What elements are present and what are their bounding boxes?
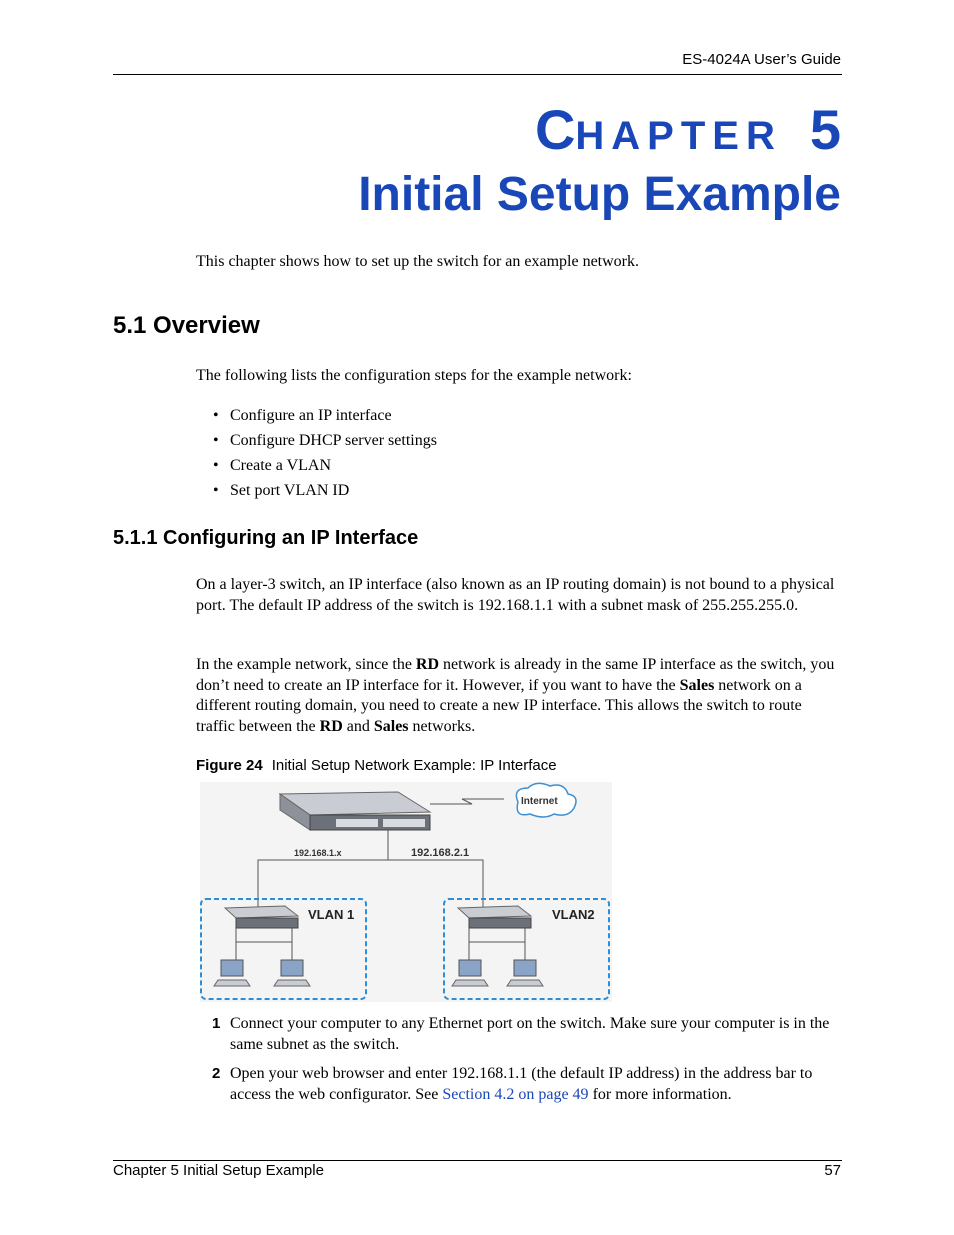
vlan1-label: VLAN 1 <box>308 907 355 922</box>
intro-paragraph: This chapter shows how to set up the switch for an example network. <box>196 253 640 270</box>
step-number: 1 <box>212 1015 221 1032</box>
network-diagram <box>200 782 612 1002</box>
chapter-label-rest: HAPTER <box>575 114 782 158</box>
ip-interface-paragraph-2: In the example network, since the RD network is already in the same IP interface as the switch, you don’t need to create an IP interface for it. However, if you want to have the Sales network on a different routing domain, you need to create a new IP interface. This allows the switch to route traffic between the RD and Sales networks. <box>196 656 835 735</box>
section-link[interactable]: Section 4.2 on page 49 <box>442 1085 589 1103</box>
section-heading-overview: 5.1 Overview <box>113 312 260 339</box>
chapter-number: 5 <box>809 98 841 161</box>
figure-label: Figure 24 <box>196 757 263 774</box>
list-item: • Set port VLAN ID <box>213 482 350 499</box>
running-header: ES-4024A User’s Guide <box>682 51 841 68</box>
step-text: Connect your computer to any Ethernet port on the switch. Make sure your computer is in the same subnet as the switch. <box>230 1015 830 1053</box>
step-text: Open your web browser and enter 192.168.1.1 (the default IP address) in the address bar to access the web configurator. See Section 4.2 on page 49 for more information. <box>230 1065 813 1103</box>
vlan2-label: VLAN2 <box>552 907 595 922</box>
chapter-title: Initial Setup Example <box>358 168 841 221</box>
internet-label: Internet <box>521 796 558 807</box>
chapter-label-initial: C <box>534 98 576 161</box>
overview-intro: The following lists the configuration steps for the example network: <box>196 367 632 384</box>
core-switch-icon <box>280 792 430 830</box>
page-number: 57 <box>824 1162 841 1179</box>
list-item: • Configure DHCP server settings <box>213 432 437 449</box>
list-item: • Configure an IP interface <box>213 407 392 424</box>
footer-chapter: Chapter 5 Initial Setup Example <box>113 1162 324 1179</box>
step-number: 2 <box>212 1065 221 1082</box>
header-rule <box>113 74 842 75</box>
chapter-label <box>535 98 841 168</box>
config-steps-list <box>213 406 437 506</box>
step-1 <box>196 1014 841 1056</box>
list-item: • Create a VLAN <box>213 457 331 474</box>
step-2 <box>196 1064 841 1106</box>
subsection-heading-ip-interface: 5.1.1 Configuring an IP Interface <box>113 527 419 549</box>
footer-rule <box>113 1160 842 1161</box>
ip-right-label: 192.168.2.1 <box>411 847 470 859</box>
figure-caption-text: Initial Setup Network Example: IP Interface <box>271 757 557 774</box>
figure-caption <box>196 757 557 774</box>
ip-interface-paragraph-1: On a layer-3 switch, an IP interface (also known as an IP routing domain) is not bound to a physical port. The default IP address of the switch is 192.168.1.1 with a subnet mask of 255.255.255.0. <box>196 576 835 614</box>
ip-left-label: 192.168.1.x <box>294 848 342 858</box>
